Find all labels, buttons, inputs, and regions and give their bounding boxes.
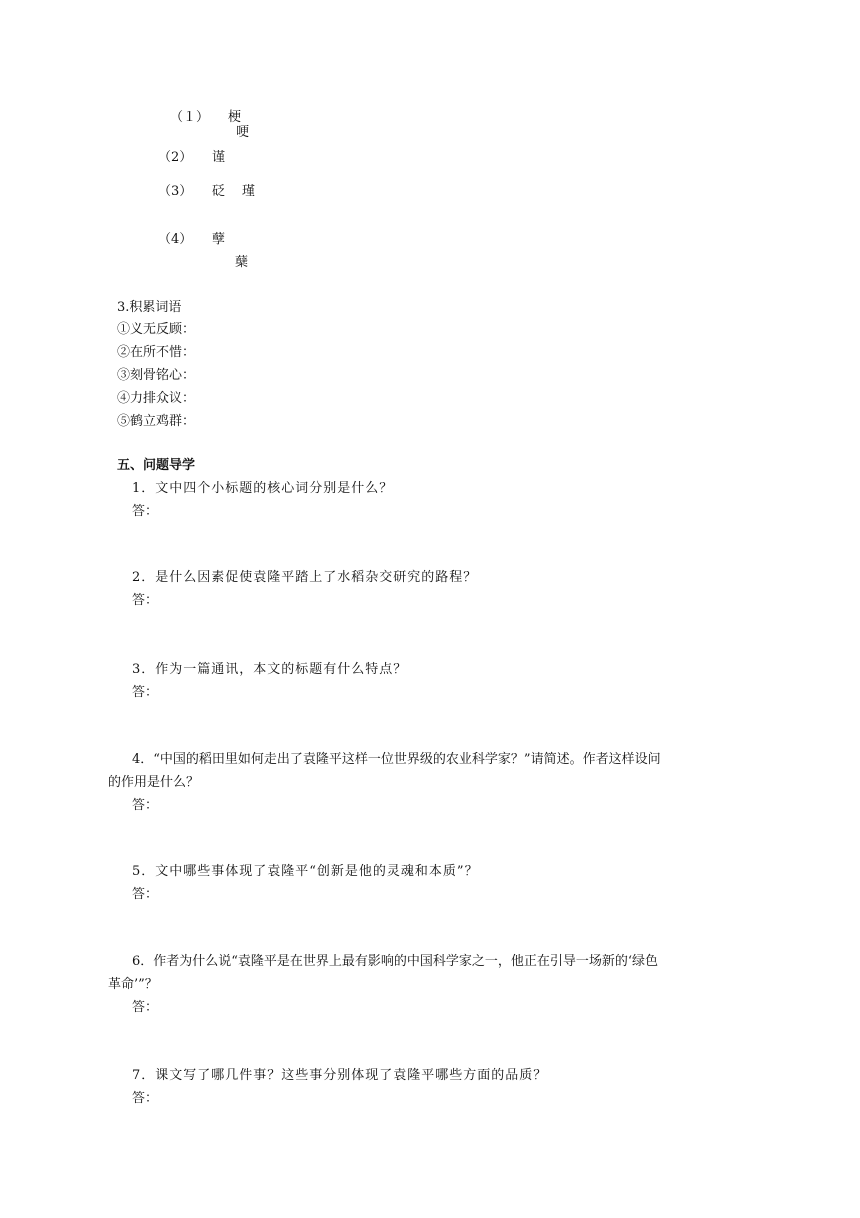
item-number: （3） (158, 184, 193, 199)
section-title: 3.积累词语 (117, 300, 182, 315)
answer-label: 答： (132, 593, 159, 608)
question-text: 5．文中哪些事体现了袁隆平“创新是他的灵魂和本质”？ (132, 864, 479, 879)
question-text: 1．文中四个小标题的核心词分别是什么？ (132, 481, 394, 496)
question-text: 6．作者为什么说“袁隆平是在世界上最有影响的中国科学家之一，他正在引导一场新的‘绿色 (132, 954, 659, 969)
answer-label: 答： (132, 685, 159, 700)
question-text: 4．“中国的稻田里如何走出了袁隆平这样一位世界级的农业科学家？”请简述。作者这样设问 (132, 752, 661, 767)
character: 蘖 (235, 255, 249, 270)
character: 瑾 (242, 184, 256, 199)
answer-label: 答： (132, 798, 159, 813)
item-number: （4） (158, 232, 193, 247)
question-text: 7．课文写了哪几件事？这些事分别体现了袁隆平哪些方面的品质？ (132, 1068, 548, 1083)
vocab-item: ⑤鹤立鸡群： (117, 414, 196, 429)
character: 梗 (228, 110, 242, 125)
vocab-item: ④力排众议： (117, 391, 196, 406)
section-heading: 五、问题导学 (117, 458, 196, 473)
character: 砭 (212, 184, 226, 199)
character: 谨 (212, 150, 226, 165)
character: 哽 (236, 125, 250, 140)
vocab-item: ①义无反顾： (117, 322, 196, 337)
item-number: （2） (158, 150, 193, 165)
question-text: 2．是什么因素促使袁隆平踏上了水稻杂交研究的路程？ (132, 570, 478, 585)
vocab-item: ②在所不惜： (117, 345, 196, 360)
character: 孽 (212, 232, 226, 247)
answer-label: 答： (132, 1000, 159, 1015)
answer-label: 答： (132, 1091, 159, 1106)
question-text-continued: 革命’”？ (108, 977, 158, 992)
item-number: （１） (170, 110, 210, 125)
answer-label: 答： (132, 887, 159, 902)
vocab-item: ③刻骨铭心： (117, 368, 196, 383)
question-text-continued: 的作用是什么？ (108, 775, 200, 790)
question-text: 3．作为一篇通讯，本文的标题有什么特点？ (132, 662, 408, 677)
answer-label: 答： (132, 504, 159, 519)
